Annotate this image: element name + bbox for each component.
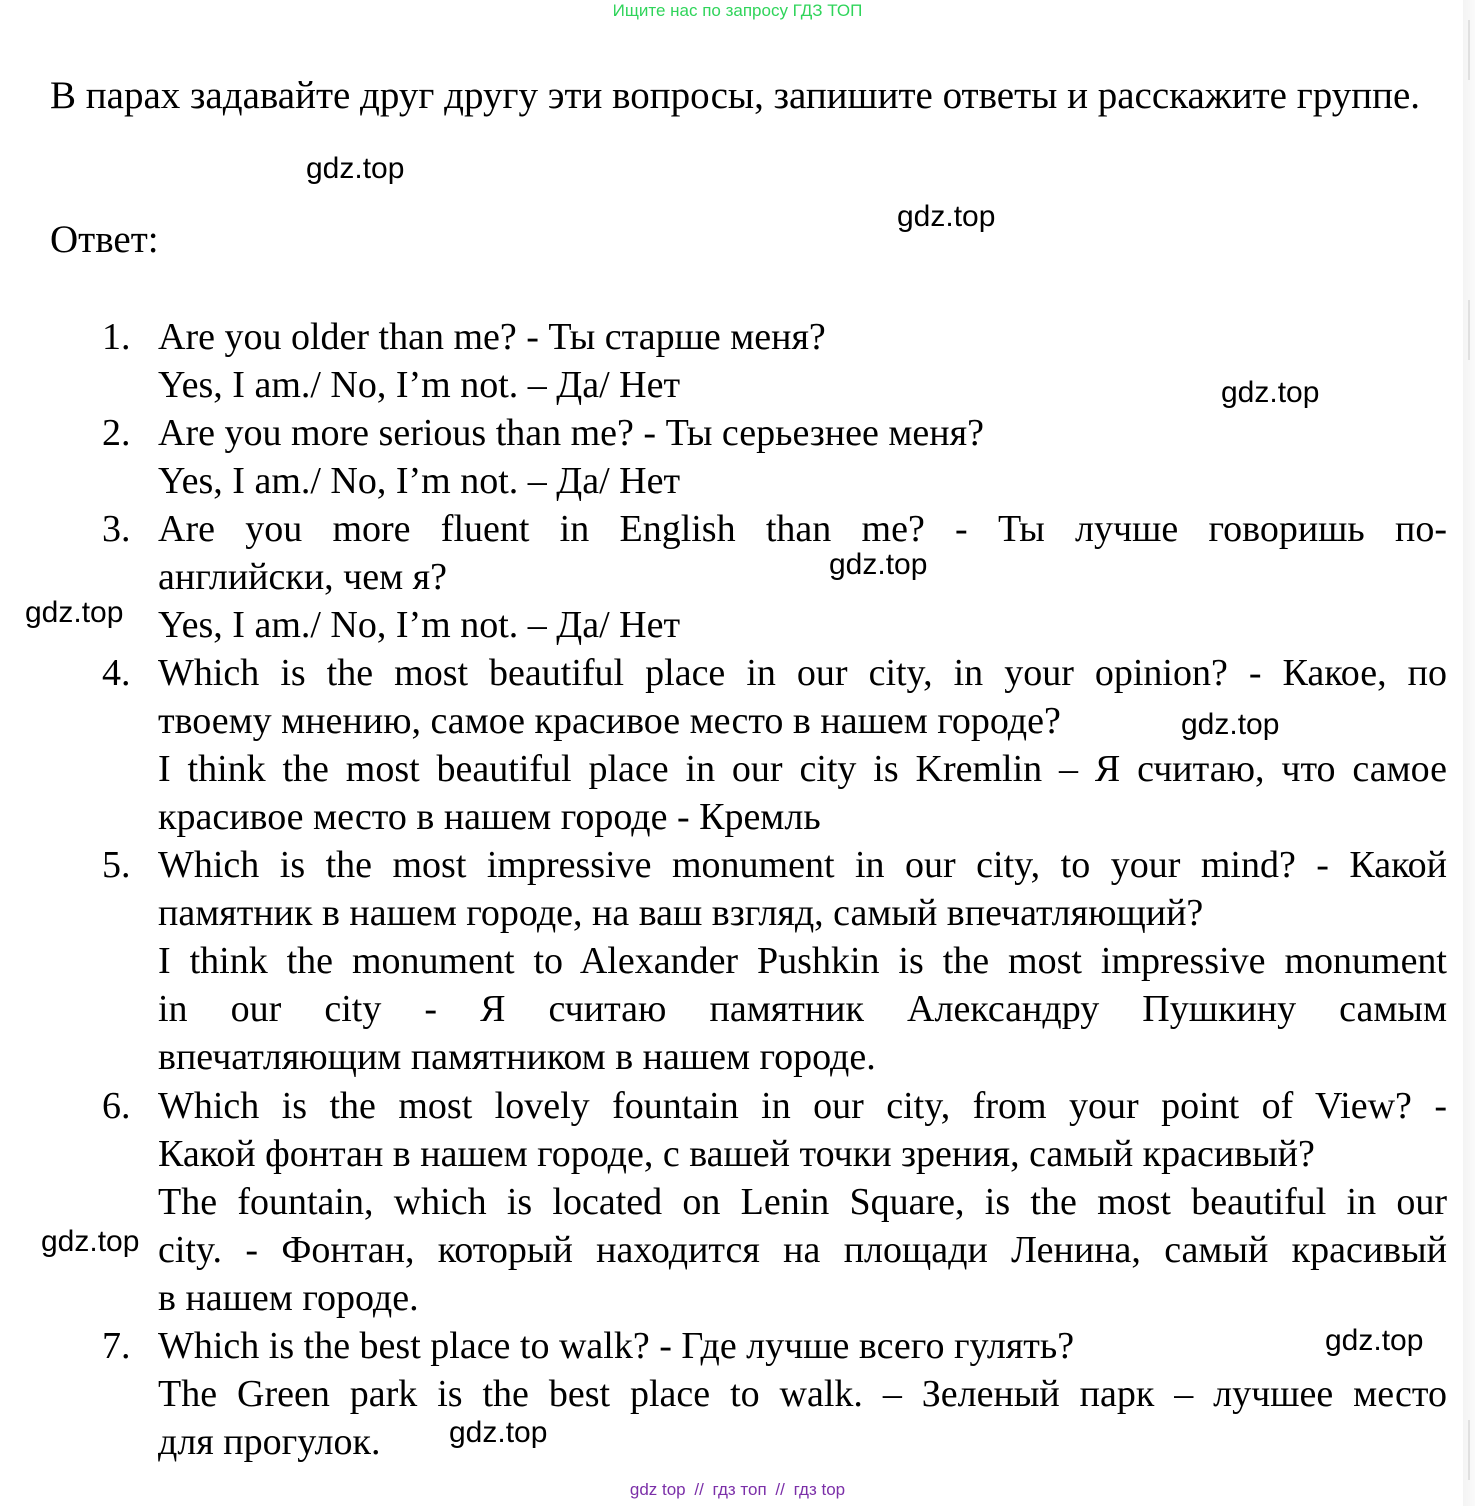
item-line: твоему мнению, самое красивое место в нашем городе?	[158, 700, 1061, 743]
item-number: 4.	[102, 652, 131, 694]
footer-links	[0, 1480, 1475, 1500]
answer-item-6	[102, 1082, 1447, 1322]
page-edge	[1463, 0, 1475, 1506]
item-number: 5.	[102, 844, 131, 886]
item-line: в нашем городе.	[158, 1277, 419, 1320]
item-line: city. - Фонтан, который находится на площади Ленина, самый красивый	[158, 1229, 1447, 1272]
item-number: 3.	[102, 508, 131, 550]
item-line: I think the most beautiful place in our city is Kremlin – Я считаю, что самое	[158, 748, 1447, 791]
answer-item-3	[102, 505, 1447, 649]
answer-item-5	[102, 841, 1447, 1081]
item-line: Which is the most lovely fountain in our city, from your point of View? -	[158, 1085, 1447, 1127]
watermark: gdz.top	[41, 1225, 140, 1258]
item-line: английски, чем я?	[158, 556, 448, 599]
watermark: gdz.top	[1181, 708, 1280, 741]
watermark: gdz.top	[829, 548, 928, 581]
item-line: Are you more fluent in English than me? - Ты лучше говоришь по-	[158, 508, 1447, 550]
answer-label: Ответ:	[50, 218, 159, 261]
item-number: 1.	[102, 316, 131, 358]
answer-item-2	[102, 409, 1447, 505]
answer-item-4	[102, 649, 1447, 841]
item-line: Are you older than me? - Ты старше меня?	[158, 316, 826, 358]
footer-link[interactable]: гдз топ	[712, 1480, 767, 1499]
item-line: Yes, I am./ No, I’m not. – Да/ Нет	[158, 604, 681, 647]
watermark: gdz.top	[1221, 376, 1320, 409]
watermark: gdz.top	[306, 152, 405, 185]
item-number: 6.	[102, 1085, 131, 1127]
item-line: Which is the most impressive monument in our city, to your mind? - Какой	[158, 844, 1447, 886]
watermark: gdz.top	[25, 596, 124, 629]
item-line: Are you more serious than me? - Ты серьезнее меня?	[158, 412, 984, 454]
item-line: The Green park is the best place to walk. – Зеленый парк – лучшее место	[158, 1373, 1447, 1416]
watermark: gdz.top	[897, 200, 996, 233]
footer-link[interactable]: gdz top	[629, 1480, 686, 1499]
item-line: I think the monument to Alexander Pushkin is the most impressive monument	[158, 940, 1447, 983]
answer-item-7	[102, 1322, 1447, 1466]
item-line: Какой фонтан в нашем городе, с вашей точки зрения, самый красивый?	[158, 1133, 1315, 1176]
footer-separator: //	[694, 1480, 704, 1499]
item-line: The fountain, which is located on Lenin Square, is the most beautiful in our	[158, 1181, 1447, 1224]
item-line: впечатляющим памятником в нашем городе.	[158, 1036, 876, 1079]
task-intro: В парах задавайте друг другу эти вопросы, запишите ответы и расскажите группе.	[50, 74, 1421, 117]
item-line: красивое место в нашем городе - Кремль	[158, 796, 821, 839]
item-line: Which is the best place to walk? - Где лучше всего гулять?	[158, 1325, 1075, 1367]
item-number: 2.	[102, 412, 131, 454]
watermark: gdz.top	[1325, 1324, 1424, 1357]
item-line: памятник в нашем городе, на ваш взгляд, самый впечатляющий?	[158, 892, 1204, 935]
footer-link[interactable]: гдз top	[793, 1480, 846, 1499]
item-line: для прогулок.	[158, 1421, 381, 1464]
item-line: Which is the most beautiful place in our city, in your opinion? - Какое, по	[158, 652, 1447, 694]
item-line: Yes, I am./ No, I’m not. – Да/ Нет	[158, 460, 681, 503]
item-line: in our city - Я считаю памятник Александру Пушкину самым	[158, 988, 1447, 1031]
item-line: Yes, I am./ No, I’m not. – Да/ Нет	[158, 364, 681, 407]
item-number: 7.	[102, 1325, 131, 1367]
footer-separator: //	[775, 1480, 785, 1499]
top-banner: Ищите нас по запросу ГДЗ ТОП	[612, 1, 863, 20]
watermark: gdz.top	[449, 1416, 548, 1449]
